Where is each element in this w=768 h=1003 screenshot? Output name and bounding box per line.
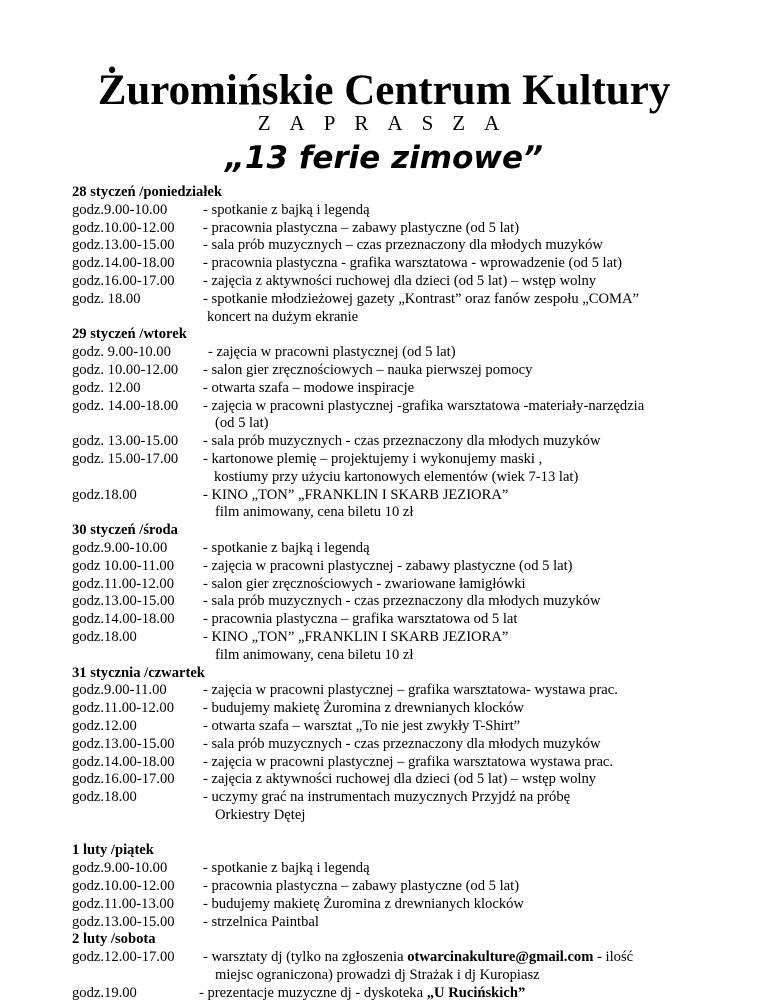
schedule-row [72,202,752,220]
schedule-row [72,576,752,594]
activity: - spotkanie z bajką i legendą [203,860,370,877]
time: godz. 13.00-15.00 [72,433,179,450]
day-heading: 2 luty /sobota [72,931,156,948]
schedule-row [72,611,752,629]
time: godz.9.00-10.00 [72,539,168,556]
schedule-row [72,487,752,505]
activity: - budujemy makietę Żuromina z drewnianych klocków [203,700,524,717]
schedule-row [72,896,752,914]
time: godz.13.00-15.00 [72,237,175,254]
time: godz.9.00-10.00 [72,860,168,877]
day-heading: 28 styczeń /poniedziałek [72,184,222,200]
email-address: otwarcinakulture@gmail.com [407,949,594,966]
time: godz.13.00-15.00 [72,735,175,752]
activity: - sala prób muzycznych – czas przeznaczony dla młodych muzyków [203,237,603,254]
time: godz.11.00-12.00 [72,575,175,592]
schedule-row [72,273,752,291]
activity-text: - ilość [593,949,634,966]
schedule-row [72,914,752,932]
activity: - budujemy makietę Żuromina z drewnianych klocków [203,895,524,912]
time: godz.16.00-17.00 [72,272,175,289]
schedule-row [72,237,752,255]
schedule-row [72,718,752,736]
spacer [72,825,752,843]
time: godz.14.00-18.00 [72,255,175,272]
activity: - KINO „TON” „FRANKLIN I SKARB JEZIORA” [203,628,509,645]
time: godz.16.00-17.00 [72,771,175,788]
activity: - zajęcia w pracowni plastycznej (od 5 lat) [208,344,456,361]
schedule-row [72,398,752,416]
schedule-row [72,362,752,380]
activity: - strzelnica Paintbal [203,913,319,930]
activity: - sala prób muzycznych - czas przeznaczony dla młodych muzyków [203,593,601,610]
activity: - KINO „TON” „FRANKLIN I SKARB JEZIORA” [203,486,509,503]
activity: - spotkanie z bajką i legendą [203,539,370,556]
time: godz. 10.00-12.00 [72,361,179,378]
schedule-row [72,451,752,469]
schedule-row [72,344,752,362]
time: godz.12.00-17.00 [72,949,175,966]
activity-continuation: Orkiestry Dętej [215,806,306,823]
time: godz.19.00 [72,984,137,1001]
activity: - zajęcia w pracowni plastycznej – grafika warsztatowa wystawa prac. [203,753,614,770]
time: godz.14.00-18.00 [72,753,175,770]
activity: - spotkanie z bajką i legendą [203,201,370,218]
schedule-row [72,593,752,611]
day-heading: 1 luty /piątek [72,842,154,859]
activity: - zajęcia w pracowni plastycznej – grafika warsztatowa- wystawa prac. [203,682,618,699]
time: godz. 14.00-18.00 [72,397,179,414]
activity-continuation: (od 5 lat) [215,415,269,432]
activity: - spotkanie młodzieżowej gazety „Kontrast” oraz fanów zespołu „COMA” [203,290,640,307]
day-heading: 29 styczeń /wtorek [72,326,187,343]
schedule-row [72,380,752,398]
schedule-row [72,255,752,273]
activity-text: - prezentacje muzyczne dj - dyskoteka [199,984,427,1001]
schedule-row [72,291,752,309]
activity: - zajęcia w pracowni plastycznej - zabawy plastyczne (od 5 lat) [203,557,573,574]
activity-continuation: film animowany, cena biletu 10 zł [215,646,414,663]
venue-name: „U Rucińskich” [426,984,526,1001]
time: godz. 18.00 [72,290,141,307]
activity [203,949,633,967]
activity: - kartonowe plemię – projektujemy i wykonujemy maski , [203,450,543,467]
time: godz 10.00-11.00 [72,557,175,574]
activity-continuation: kostiumy przy użyciu kartonowych elementów (wiek 7-13 lat) [214,468,579,485]
activity: - salon gier zręcznościowych - zwariowane łamigłówki [203,575,526,592]
schedule-row [72,540,752,558]
schedule-row [72,860,752,878]
activity-continuation: koncert na dużym ekranie [207,308,359,325]
activity: - salon gier zręcznościowych – nauka pierwszej pomocy [203,361,533,378]
activity: - zajęcia z aktywności ruchowej dla dzieci (od 5 lat) – wstęp wolny [203,272,597,289]
schedule-row [72,789,752,807]
time: godz.12.00 [72,717,137,734]
time: godz.10.00-12.00 [72,878,175,895]
activity-text: - warsztaty dj (tylko na zgłoszenia [203,949,408,966]
schedule-row [72,736,752,754]
time: godz.11.00-13.00 [72,895,175,912]
activity: - pracownia plastyczna – grafika warsztatowa od 5 lat [203,611,518,628]
activity: - sala prób muzycznych - czas przeznaczony dla młodych muzyków [203,735,601,752]
schedule-row [72,629,752,647]
time: godz. 15.00-17.00 [72,450,179,467]
schedule-row [72,949,752,967]
page-title: Żuromińskie Centrum Kultury [97,67,671,114]
activity: - otwarta szafa – warsztat „To nie jest zwykły T-Shirt” [203,717,521,734]
activity: - uczymy grać na instrumentach muzycznych Przyjdź na próbę [203,789,571,806]
time: godz. 9.00-10.00 [72,344,171,361]
schedule-row [72,771,752,789]
activity: - otwarta szafa – modowe inspiracje [203,379,415,396]
time: godz.9.00-11.00 [72,682,167,699]
activity: - zajęcia w pracowni plastycznej -grafika warsztatowa -materiały-narzędzia [203,397,645,414]
time: godz. 12.00 [72,379,141,396]
activity: - zajęcia z aktywności ruchowej dla dzieci (od 5 lat) – wstęp wolny [203,771,597,788]
schedule-row [72,878,752,896]
day-heading: 31 stycznia /czwartek [72,664,205,681]
activity-continuation: film animowany, cena biletu 10 zł [215,504,414,521]
schedule-row [72,682,752,700]
time: godz.13.00-15.00 [72,593,175,610]
schedule-row [72,558,752,576]
activity: - pracownia plastyczna - grafika warsztatowa - wprowadzenie (od 5 lat) [203,255,622,272]
time: godz.11.00-12.00 [72,700,175,717]
schedule-row [72,433,752,451]
time: godz.9.00-10.00 [72,201,168,218]
schedule-row [72,700,752,718]
time: godz.10.00-12.00 [72,219,175,236]
schedule-row [72,220,752,238]
page-subtitle: ZAPRASZA [257,111,519,135]
schedule-row [72,754,752,772]
activity: - pracownia plastyczna – zabawy plastyczne (od 5 lat) [203,878,520,895]
time: godz.14.00-18.00 [72,611,175,628]
day-heading: 30 styczeń /środa [72,522,178,539]
schedule [72,184,752,1003]
event-title: „13 ferie zimowe” [224,140,544,176]
activity-continuation: miejsc ograniczona) prowadzi dj Strażak i dj Kuropiasz [215,967,540,984]
activity: - sala prób muzycznych - czas przeznaczony dla młodych muzyków [203,433,601,450]
activity: - pracownia plastyczna – zabawy plastyczne (od 5 lat) [203,219,520,236]
time: godz.13.00-15.00 [72,913,175,930]
time: godz.18.00 [72,628,137,645]
time: godz.18.00 [72,486,137,503]
time: godz.18.00 [72,789,137,806]
